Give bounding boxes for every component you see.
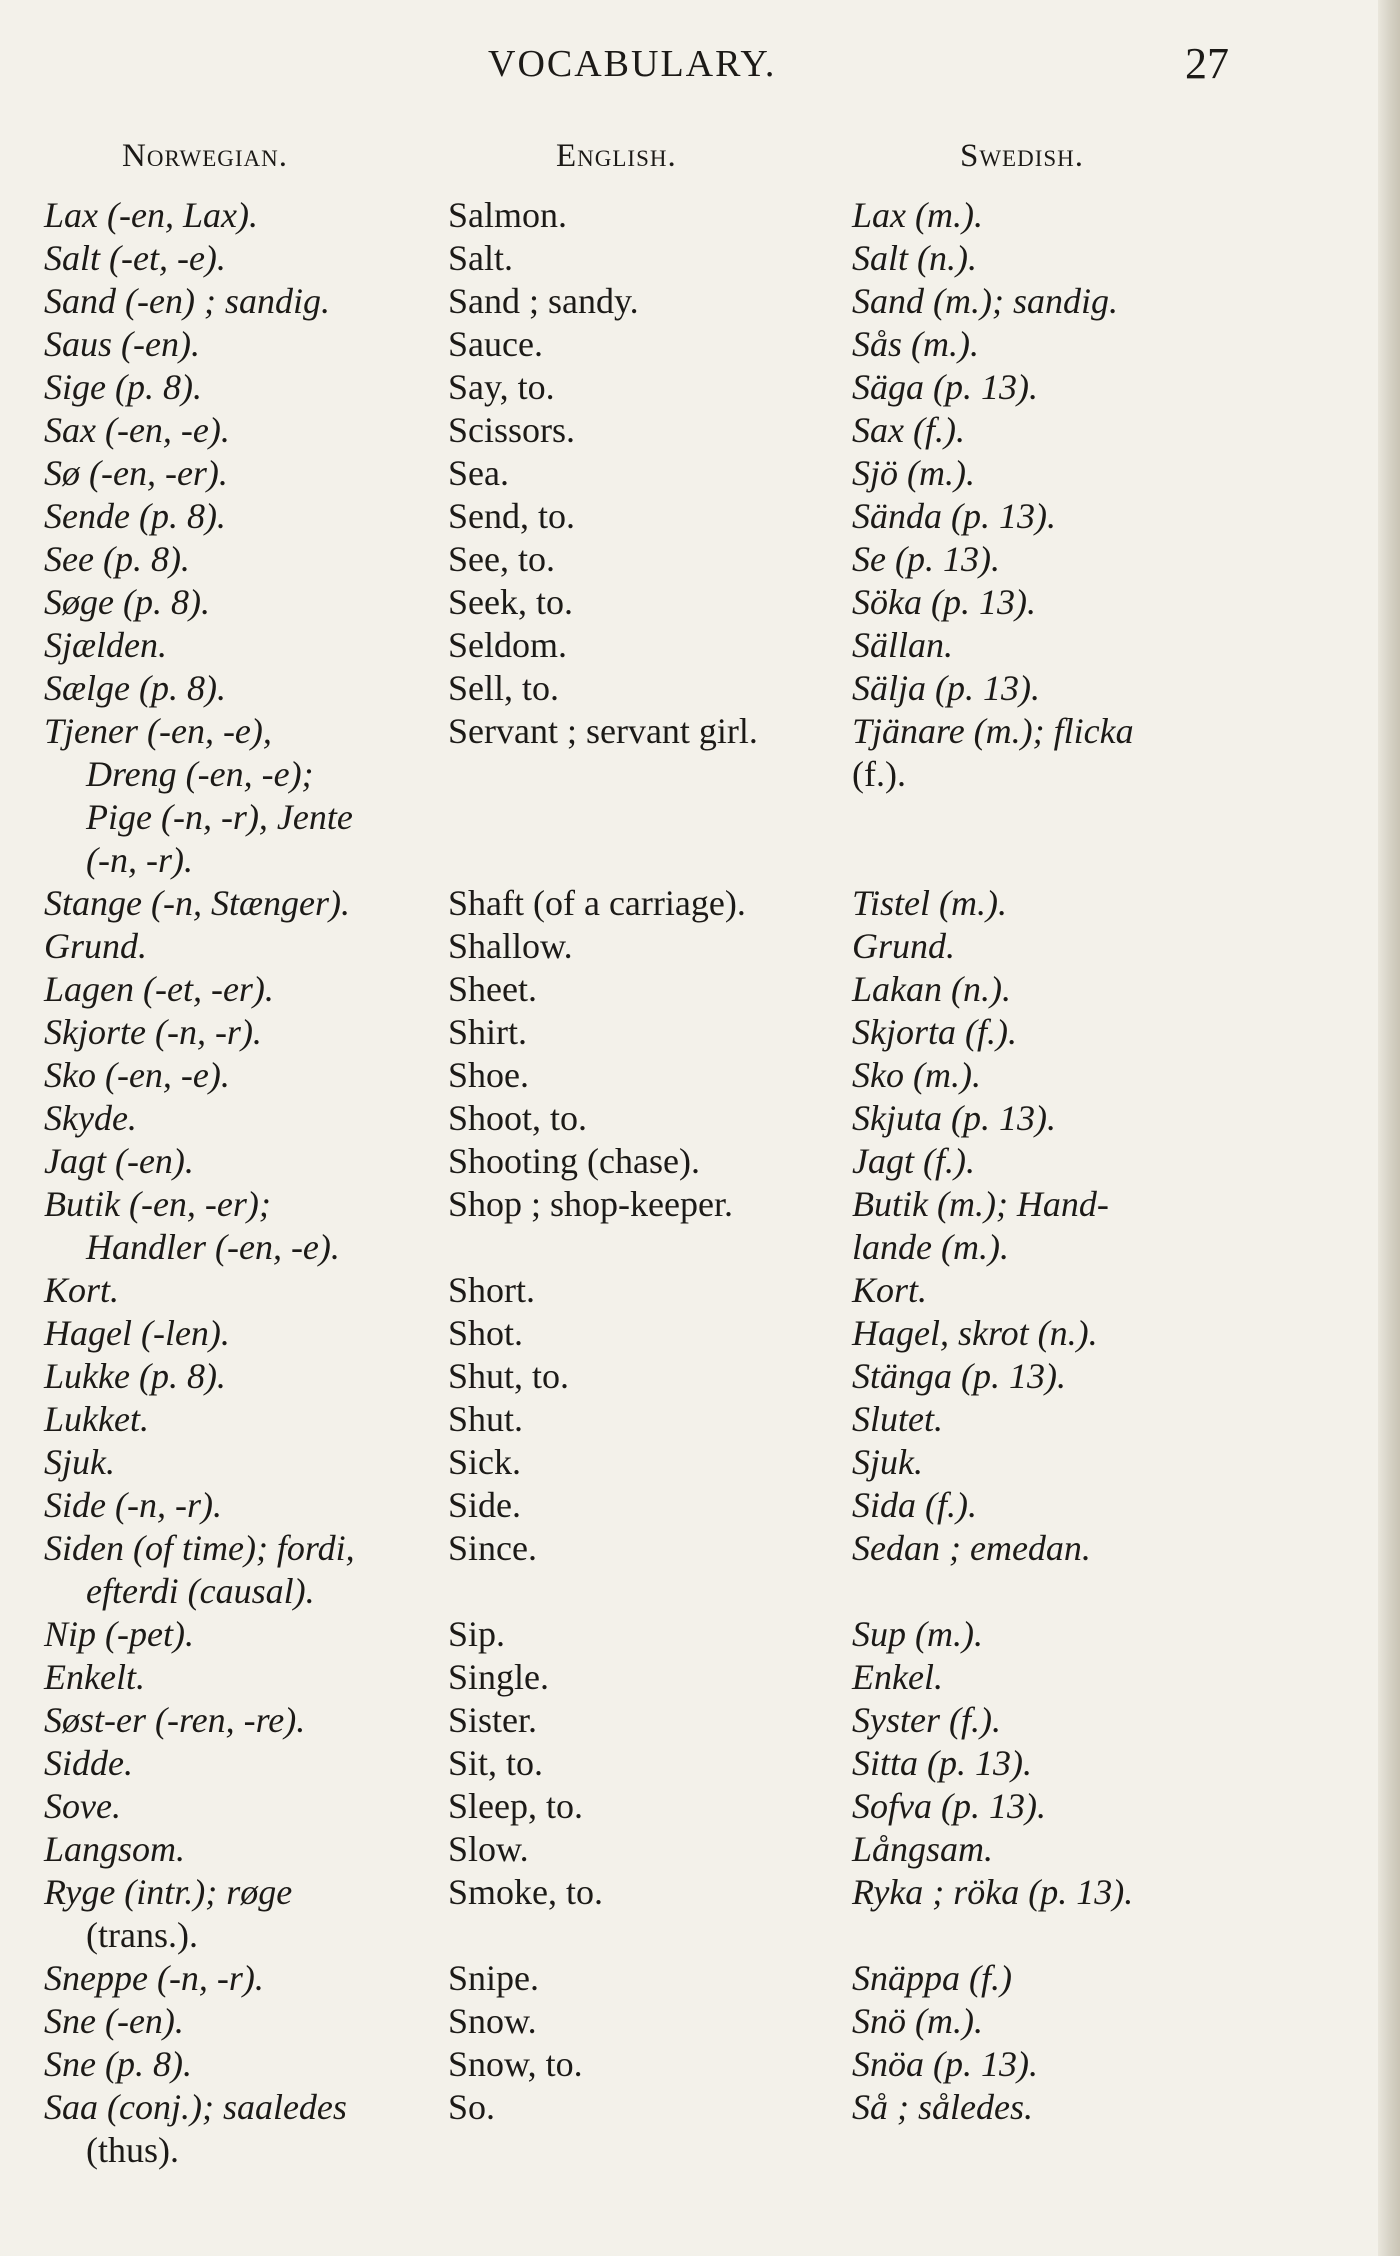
entry-line: Since. xyxy=(448,1528,537,1568)
swedish-term xyxy=(852,1785,1252,1828)
swedish-term xyxy=(852,323,1252,366)
entry-line: Smoke, to. xyxy=(448,1872,604,1912)
entry-line: Salt (n.). xyxy=(852,238,977,278)
vocabulary-entry xyxy=(0,1054,1400,1097)
norwegian-term xyxy=(44,1097,440,1140)
norwegian-term xyxy=(44,1613,440,1656)
entry-line: Shoe. xyxy=(448,1055,529,1095)
entry-line: Säga (p. 13). xyxy=(852,367,1038,407)
vocabulary-entry xyxy=(0,495,1400,538)
vocabulary-entry xyxy=(0,1011,1400,1054)
entry-line: lande (m.). xyxy=(852,1227,1009,1267)
vocabulary-entry xyxy=(0,1957,1400,2000)
entry-line: Sjælden. xyxy=(44,625,167,665)
vocabulary-entry xyxy=(0,624,1400,667)
entry-line: Seldom. xyxy=(448,625,568,665)
entry-line: Se (p. 13). xyxy=(852,539,1000,579)
norwegian-term xyxy=(44,925,440,968)
norwegian-term xyxy=(44,280,440,323)
entry-line: Shallow. xyxy=(448,926,573,966)
entry-line: Sheet. xyxy=(448,969,537,1009)
entry-line: Sauce. xyxy=(448,324,543,364)
vocabulary-entry xyxy=(0,882,1400,925)
vocabulary-entry xyxy=(0,1269,1400,1312)
english-term xyxy=(448,1011,848,1054)
english-term xyxy=(448,1355,848,1398)
norwegian-term xyxy=(44,968,440,1011)
swedish-term xyxy=(852,1183,1252,1269)
entry-line: See, to. xyxy=(448,539,555,579)
english-term xyxy=(448,237,848,280)
english-term xyxy=(448,2086,848,2129)
entry-line: Söka (p. 13). xyxy=(852,582,1036,622)
vocabulary-entry xyxy=(0,1699,1400,1742)
swedish-term xyxy=(852,2000,1252,2043)
swedish-term xyxy=(852,1312,1252,1355)
english-term xyxy=(448,1441,848,1484)
norwegian-term xyxy=(44,495,440,538)
entry-line: Salt (-et, -e). xyxy=(44,238,226,278)
entry-line: Sjuk. xyxy=(44,1442,115,1482)
entry-line: Sea. xyxy=(448,453,509,493)
vocabulary-entry xyxy=(0,1312,1400,1355)
english-term xyxy=(448,1054,848,1097)
english-term xyxy=(448,1484,848,1527)
vocabulary-entry xyxy=(0,1785,1400,1828)
english-term xyxy=(448,1742,848,1785)
entry-line: Sända (p. 13). xyxy=(852,496,1056,536)
vocabulary-entry xyxy=(0,710,1400,882)
entry-line: Sofva (p. 13). xyxy=(852,1786,1046,1826)
norwegian-term xyxy=(44,1656,440,1699)
swedish-term xyxy=(852,1871,1252,1914)
vocabulary-entry xyxy=(0,1355,1400,1398)
entry-line: Långsam. xyxy=(852,1829,994,1869)
swedish-term xyxy=(852,581,1252,624)
entry-line: Sende (p. 8). xyxy=(44,496,226,536)
entry-line: Sälja (p. 13). xyxy=(852,668,1040,708)
entry-line: Kort. xyxy=(44,1270,120,1310)
entry-line: Shot. xyxy=(448,1313,524,1353)
entry-line: Sko (-en, -e). xyxy=(44,1055,230,1095)
entry-line: Shoot, to. xyxy=(448,1098,588,1138)
entry-line: Single. xyxy=(448,1657,550,1697)
entry-line: Salmon. xyxy=(448,195,568,235)
entry-line: Jagt (f.). xyxy=(852,1141,975,1181)
entry-line: efterdi (causal). xyxy=(86,1571,315,1611)
entry-line: Sand ; sandy. xyxy=(448,281,639,321)
vocabulary-entry xyxy=(0,452,1400,495)
english-term xyxy=(448,323,848,366)
swedish-term xyxy=(852,1054,1252,1097)
norwegian-term xyxy=(44,882,440,925)
norwegian-term xyxy=(44,2000,440,2043)
entry-line: Sko (m.). xyxy=(852,1055,981,1095)
english-term xyxy=(448,1656,848,1699)
swedish-term xyxy=(852,925,1252,968)
vocabulary-entry xyxy=(0,1656,1400,1699)
swedish-term xyxy=(852,624,1252,667)
english-term xyxy=(448,1957,848,2000)
entry-line: Say, to. xyxy=(448,367,555,407)
english-term xyxy=(448,1097,848,1140)
entry-line: Lakan (n.). xyxy=(852,969,1011,1009)
entry-line: Sidde. xyxy=(44,1743,133,1783)
vocabulary-entry xyxy=(0,409,1400,452)
norwegian-term xyxy=(44,710,440,882)
entry-line: Sax (-en, -e). xyxy=(44,410,230,450)
entry-line: Slow. xyxy=(448,1829,529,1869)
norwegian-term xyxy=(44,1441,440,1484)
entry-line: Sup (m.). xyxy=(852,1614,983,1654)
entry-line: Sand (m.); sandig. xyxy=(852,281,1118,321)
norwegian-term xyxy=(44,1871,440,1957)
swedish-term xyxy=(852,2086,1252,2129)
entry-line: Shirt. xyxy=(448,1012,528,1052)
entry-line: Sås (m.). xyxy=(852,324,979,364)
entry-line: Grund. xyxy=(44,926,148,966)
vocabulary-entry xyxy=(0,1140,1400,1183)
norwegian-term xyxy=(44,1828,440,1871)
english-term xyxy=(448,1828,848,1871)
entry-line: Sand (-en) ; sandig. xyxy=(44,281,330,321)
english-term xyxy=(448,409,848,452)
vocabulary-entry xyxy=(0,194,1400,237)
column-header-swedish: Swedish. xyxy=(960,138,1085,174)
norwegian-term xyxy=(44,323,440,366)
english-term xyxy=(448,1398,848,1441)
norwegian-term xyxy=(44,237,440,280)
swedish-term xyxy=(852,667,1252,710)
english-term xyxy=(448,882,848,925)
english-term xyxy=(448,968,848,1011)
swedish-term xyxy=(852,237,1252,280)
running-title: VOCABULARY. xyxy=(488,43,777,85)
english-term xyxy=(448,925,848,968)
page-number: 27 xyxy=(1185,39,1229,88)
swedish-term xyxy=(852,1398,1252,1441)
entry-line: So. xyxy=(448,2087,496,2127)
swedish-term xyxy=(852,1441,1252,1484)
entry-line: Sælge (p. 8). xyxy=(44,668,226,708)
entry-line: Skjorte (-n, -r). xyxy=(44,1012,262,1052)
entry-line: Skyde. xyxy=(44,1098,137,1138)
norwegian-term xyxy=(44,624,440,667)
vocabulary-entry xyxy=(0,2086,1400,2172)
entry-line: Kort. xyxy=(852,1270,928,1310)
entry-line: Tistel (m.). xyxy=(852,883,1008,923)
entry-line: Short. xyxy=(448,1270,536,1310)
entry-line: (f.). xyxy=(852,754,906,794)
entry-line: Lukke (p. 8). xyxy=(44,1356,226,1396)
entry-line: Grund. xyxy=(852,926,956,966)
swedish-term xyxy=(852,1828,1252,1871)
norwegian-term xyxy=(44,2043,440,2086)
vocabulary-entry xyxy=(0,968,1400,1011)
entry-line: Nip (-pet). xyxy=(44,1614,194,1654)
entry-line: Snow. xyxy=(448,2001,537,2041)
english-term xyxy=(448,1140,848,1183)
swedish-term xyxy=(852,882,1252,925)
vocabulary-entry xyxy=(0,581,1400,624)
entry-line: (-n, -r). xyxy=(86,840,193,880)
english-term xyxy=(448,1871,848,1914)
english-term xyxy=(448,710,848,753)
vocabulary-entry xyxy=(0,1183,1400,1269)
entry-line: Lax (m.). xyxy=(852,195,983,235)
entry-line: Søge (p. 8). xyxy=(44,582,210,622)
english-term xyxy=(448,1785,848,1828)
vocabulary-entry xyxy=(0,1828,1400,1871)
swedish-term xyxy=(852,710,1252,796)
entry-line: Saus (-en). xyxy=(44,324,200,364)
norwegian-term xyxy=(44,1398,440,1441)
entry-line: Shut, to. xyxy=(448,1356,570,1396)
entry-line: Snow, to. xyxy=(448,2044,583,2084)
norwegian-term xyxy=(44,1785,440,1828)
english-term xyxy=(448,366,848,409)
swedish-term xyxy=(852,1656,1252,1699)
entry-line: Shaft (of a carriage). xyxy=(448,883,746,923)
vocabulary-entry xyxy=(0,1871,1400,1957)
entry-line: Saa (conj.); saaledes xyxy=(44,2087,347,2127)
vocabulary-entry xyxy=(0,667,1400,710)
swedish-term xyxy=(852,194,1252,237)
vocabulary-entry xyxy=(0,2000,1400,2043)
vocabulary-entry xyxy=(0,280,1400,323)
entry-line: Sick. xyxy=(448,1442,522,1482)
swedish-term xyxy=(852,1613,1252,1656)
entry-line: Lukket. xyxy=(44,1399,149,1439)
english-term xyxy=(448,1312,848,1355)
swedish-term xyxy=(852,1957,1252,2000)
swedish-term xyxy=(852,1742,1252,1785)
english-term xyxy=(448,624,848,667)
vocabulary-entry xyxy=(0,538,1400,581)
vocabulary-list xyxy=(0,194,1400,2172)
swedish-term xyxy=(852,280,1252,323)
column-header-english: English. xyxy=(556,138,677,174)
vocabulary-entry xyxy=(0,1484,1400,1527)
norwegian-term xyxy=(44,452,440,495)
vocabulary-entry xyxy=(0,1613,1400,1656)
norwegian-term xyxy=(44,581,440,624)
entry-line: Sneppe (-n, -r). xyxy=(44,1958,264,1998)
entry-line: Sne (p. 8). xyxy=(44,2044,192,2084)
entry-line: Snäppa (f.) xyxy=(852,1958,1012,1998)
swedish-term xyxy=(852,409,1252,452)
vocabulary-entry xyxy=(0,925,1400,968)
entry-line: Lagen (-et, -er). xyxy=(44,969,274,1009)
entry-line: Shooting (chase). xyxy=(448,1141,700,1181)
english-term xyxy=(448,538,848,581)
entry-line: Stänga (p. 13). xyxy=(852,1356,1066,1396)
norwegian-term xyxy=(44,1527,440,1613)
entry-line: Snöa (p. 13). xyxy=(852,2044,1038,2084)
swedish-term xyxy=(852,1140,1252,1183)
norwegian-term xyxy=(44,1957,440,2000)
entry-line: Sedan ; emedan. xyxy=(852,1528,1091,1568)
entry-line: Butik (m.); Hand- xyxy=(852,1184,1109,1224)
swedish-term xyxy=(852,366,1252,409)
swedish-term xyxy=(852,495,1252,538)
english-term xyxy=(448,1613,848,1656)
norwegian-term xyxy=(44,194,440,237)
english-term xyxy=(448,495,848,538)
norwegian-term xyxy=(44,2086,440,2172)
entry-line: Sällan. xyxy=(852,625,954,665)
norwegian-term xyxy=(44,667,440,710)
entry-line: Syster (f.). xyxy=(852,1700,1001,1740)
entry-line: Send, to. xyxy=(448,496,576,536)
entry-line: Servant ; servant girl. xyxy=(448,711,758,751)
swedish-term xyxy=(852,1011,1252,1054)
norwegian-term xyxy=(44,1140,440,1183)
entry-line: Handler (-en, -e). xyxy=(86,1227,340,1267)
norwegian-term xyxy=(44,1054,440,1097)
entry-line: Shop ; shop-keeper. xyxy=(448,1184,733,1224)
swedish-term xyxy=(852,1097,1252,1140)
entry-line: Sove. xyxy=(44,1786,121,1826)
entry-line: Snipe. xyxy=(448,1958,540,1998)
entry-line: Ryge (intr.); røge xyxy=(44,1872,293,1912)
swedish-term xyxy=(852,452,1252,495)
entry-line: Sell, to. xyxy=(448,668,560,708)
english-term xyxy=(448,581,848,624)
vocabulary-entry xyxy=(0,1441,1400,1484)
entry-line: Sister. xyxy=(448,1700,538,1740)
vocabulary-entry xyxy=(0,2043,1400,2086)
entry-line: Side (-n, -r). xyxy=(44,1485,222,1525)
swedish-term xyxy=(852,1355,1252,1398)
norwegian-term xyxy=(44,409,440,452)
entry-line: Sip. xyxy=(448,1614,506,1654)
entry-line: Sax (f.). xyxy=(852,410,965,450)
entry-line: Skjorta (f.). xyxy=(852,1012,1017,1052)
swedish-term xyxy=(852,538,1252,581)
entry-line: Ryka ; röka (p. 13). xyxy=(852,1872,1134,1912)
entry-line: Sleep, to. xyxy=(448,1786,583,1826)
english-term xyxy=(448,2000,848,2043)
vocabulary-entry xyxy=(0,1097,1400,1140)
swedish-term xyxy=(852,1484,1252,1527)
vocabulary-entry xyxy=(0,1742,1400,1785)
entry-line: Shut. xyxy=(448,1399,524,1439)
norwegian-term xyxy=(44,1742,440,1785)
entry-line: Sida (f.). xyxy=(852,1485,977,1525)
norwegian-term xyxy=(44,1312,440,1355)
entry-line: Seek, to. xyxy=(448,582,573,622)
entry-line: Langsom. xyxy=(44,1829,186,1869)
entry-line: (thus). xyxy=(86,2130,179,2170)
entry-line: Søst-er (-ren, -re). xyxy=(44,1700,306,1740)
swedish-term xyxy=(852,1527,1252,1570)
entry-line: Butik (-en, -er); xyxy=(44,1184,271,1224)
entry-line: Side. xyxy=(448,1485,522,1525)
entry-line: Enkelt. xyxy=(44,1657,145,1697)
norwegian-term xyxy=(44,1484,440,1527)
entry-line: Stange (-n, Stænger). xyxy=(44,883,350,923)
swedish-term xyxy=(852,1269,1252,1312)
entry-line: Slutet. xyxy=(852,1399,943,1439)
english-term xyxy=(448,452,848,495)
entry-line: Pige (-n, -r), Jente xyxy=(86,797,353,837)
english-term xyxy=(448,194,848,237)
swedish-term xyxy=(852,1699,1252,1742)
norwegian-term xyxy=(44,366,440,409)
vocabulary-entry xyxy=(0,323,1400,366)
entry-line: Salt. xyxy=(448,238,514,278)
vocabulary-entry xyxy=(0,1527,1400,1613)
entry-line: Tjener (-en, -e), xyxy=(44,711,272,751)
entry-line: Sjö (m.). xyxy=(852,453,975,493)
entry-line: Skjuta (p. 13). xyxy=(852,1098,1056,1138)
entry-line: Sjuk. xyxy=(852,1442,923,1482)
norwegian-term xyxy=(44,1183,440,1269)
entry-line: Hagel, skrot (n.). xyxy=(852,1313,1098,1353)
entry-line: Sø (-en, -er). xyxy=(44,453,228,493)
swedish-term xyxy=(852,2043,1252,2086)
entry-line: Scissors. xyxy=(448,410,576,450)
swedish-term xyxy=(852,968,1252,1011)
entry-line: Sige (p. 8). xyxy=(44,367,202,407)
entry-line: Hagel (-len). xyxy=(44,1313,230,1353)
running-head xyxy=(0,39,1400,102)
vocabulary-entry xyxy=(0,1398,1400,1441)
entry-line: Enkel. xyxy=(852,1657,943,1697)
entry-line: Jagt (-en). xyxy=(44,1141,194,1181)
vocabulary-entry xyxy=(0,237,1400,280)
english-term xyxy=(448,1699,848,1742)
english-term xyxy=(448,667,848,710)
english-term xyxy=(448,1269,848,1312)
entry-line: Snö (m.). xyxy=(852,2001,983,2041)
norwegian-term xyxy=(44,1011,440,1054)
entry-line: Dreng (-en, -e); xyxy=(86,754,314,794)
norwegian-term xyxy=(44,538,440,581)
norwegian-term xyxy=(44,1355,440,1398)
norwegian-term xyxy=(44,1269,440,1312)
entry-line: Så ; således. xyxy=(852,2087,1033,2127)
entry-line: Sit, to. xyxy=(448,1743,544,1783)
english-term xyxy=(448,280,848,323)
entry-line: See (p. 8). xyxy=(44,539,190,579)
column-header-norwegian: Norwegian. xyxy=(122,138,289,174)
column-headers xyxy=(0,138,1400,188)
entry-line: (trans.). xyxy=(86,1915,198,1955)
norwegian-term xyxy=(44,1699,440,1742)
entry-line: Tjänare (m.); flicka xyxy=(852,711,1134,751)
english-term xyxy=(448,2043,848,2086)
entry-line: Sitta (p. 13). xyxy=(852,1743,1032,1783)
entry-line: Lax (-en, Lax). xyxy=(44,195,258,235)
entry-line: Siden (of time); fordi, xyxy=(44,1528,355,1568)
english-term xyxy=(448,1527,848,1570)
english-term xyxy=(448,1183,848,1226)
entry-line: Sne (-en). xyxy=(44,2001,184,2041)
vocabulary-entry xyxy=(0,366,1400,409)
